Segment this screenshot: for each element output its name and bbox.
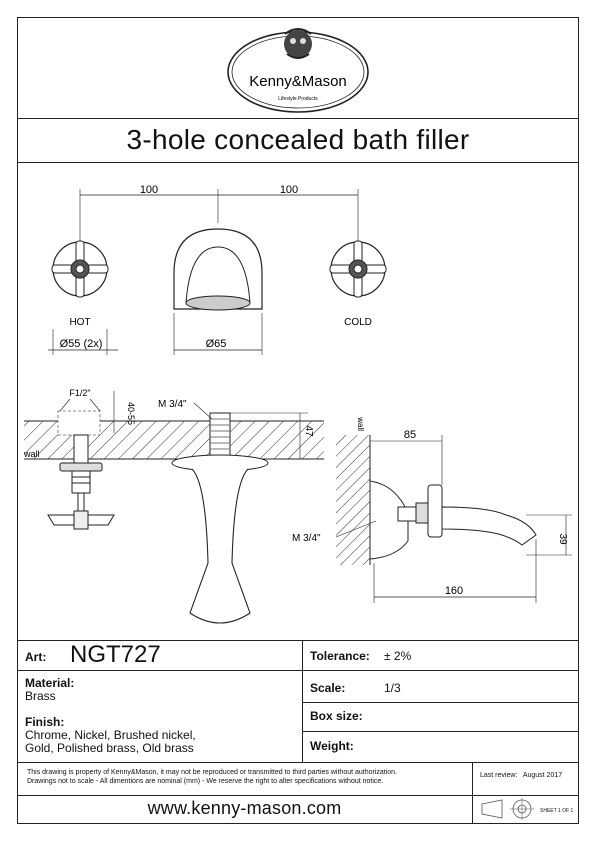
last-review-label: Last review: xyxy=(480,772,518,779)
dim-depth-range: 40-55 xyxy=(126,401,136,425)
projection-symbol-icon xyxy=(478,798,538,820)
tolerance-value: ± 2% xyxy=(384,649,412,663)
table-rule xyxy=(302,702,579,703)
last-review-value: August 2017 xyxy=(522,772,563,779)
dim-side-depth: 85 xyxy=(403,429,417,441)
material-value: Brass xyxy=(25,689,56,703)
scale-value: 1/3 xyxy=(384,681,401,695)
legal-notes xyxy=(27,768,472,786)
hot-handle-front xyxy=(52,241,108,297)
divider xyxy=(17,762,579,763)
page-title: 3-hole concealed bath filler xyxy=(126,124,470,155)
lion-crest-icon xyxy=(284,29,312,58)
spout-front xyxy=(174,229,262,310)
dim-side-length: 160 xyxy=(444,585,464,597)
dim-spout-diameter: Ø65 xyxy=(205,338,227,350)
table-rule xyxy=(302,731,579,732)
footer-divider xyxy=(472,762,473,824)
table-rule xyxy=(17,670,302,671)
hot-label: HOT xyxy=(69,317,91,328)
side-wall-label: wall xyxy=(356,417,365,431)
table-divider xyxy=(302,640,303,762)
tolerance-label: Tolerance: xyxy=(310,649,370,663)
dim-spacing-right: 100 xyxy=(279,184,299,196)
wall-label: wall xyxy=(24,449,40,459)
thread-f-label: F1/2" xyxy=(69,388,91,398)
last-review xyxy=(480,772,562,779)
brand-name: Kenny&Mason xyxy=(249,73,347,90)
dim-side-height: 39 xyxy=(557,533,568,545)
table-rule xyxy=(302,670,579,671)
technical-drawing xyxy=(18,163,578,639)
side-wall-section xyxy=(336,435,370,565)
note-line-1: This drawing is property of Kenny&Mason, it may not be reproduced or transmitted to third parties without authorization. xyxy=(27,769,398,776)
thread-m-label-side: M 3/4" xyxy=(292,533,321,544)
brand-tagline: Lifestyle Products xyxy=(278,96,318,102)
dim-handle-diameter: Ø55 (2x) xyxy=(59,338,103,350)
art-label: Art: xyxy=(25,650,47,664)
side-spout xyxy=(370,481,536,559)
cold-label: COLD xyxy=(344,317,372,328)
finish-line-1: Chrome, Nickel, Brushed nickel, xyxy=(25,728,196,742)
cold-handle-front xyxy=(330,241,386,297)
weight-label: Weight: xyxy=(310,739,354,753)
box-size-label: Box size: xyxy=(310,709,363,723)
thread-m-label-top: M 3/4" xyxy=(158,399,187,410)
finish-label: Finish: xyxy=(25,715,65,729)
note-line-2: Drawings not to scale - All dimentions are nominal (mm) - We reserve the right to alter specifications without notice. xyxy=(27,778,384,785)
dim-wall-top: 47 xyxy=(303,425,314,437)
brand-logo xyxy=(225,20,371,116)
website-link[interactable]: www.kenny-mason.com xyxy=(147,798,342,818)
dim-spacing-left: 100 xyxy=(139,184,159,196)
sheet-number: SHEET 1 OF 1 xyxy=(540,808,574,814)
material-label: Material: xyxy=(25,676,75,690)
finish-line-2: Gold, Polished brass, Old brass xyxy=(25,741,194,755)
scale-label: Scale: xyxy=(310,681,346,695)
art-code: NGT727 xyxy=(70,641,161,668)
